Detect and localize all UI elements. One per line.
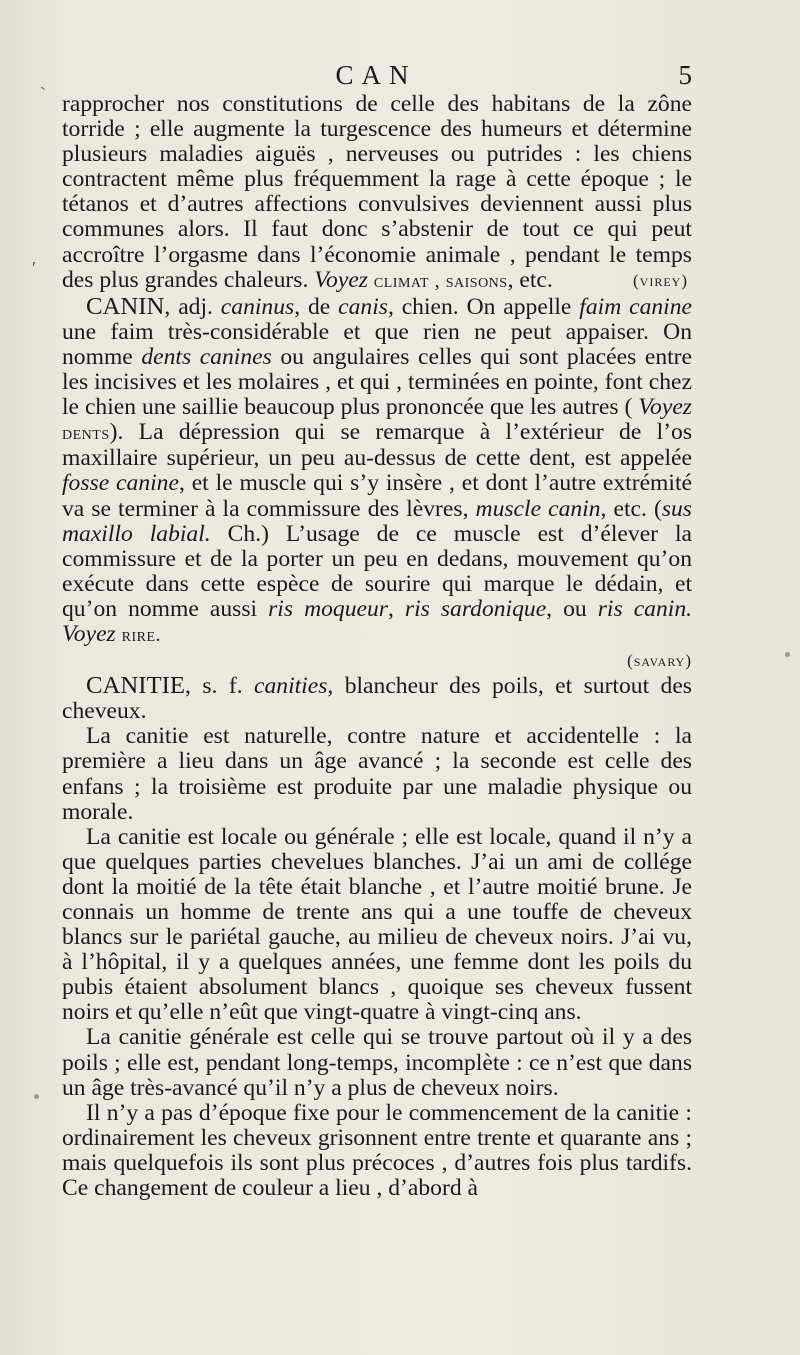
paragraph: La canitie est naturelle, contre nature et accidentelle : la première a lieu dans un âge avancé ; la seconde est celle des enfans ; la troisième est produite par une maladie physique ou morale. [62, 723, 692, 825]
paragraph: La canitie est locale ou générale ; elle est locale, quand il n’y a que quelques parties chevelues blanches. J’ai un ami de collége dont la moitié de la tête était blanche , et l’autre moitié brune. Je connais un homme de trente ans qui a une touffe de cheveux blancs sur le pariétal gauche, au milieu de cheveux noirs. J’ai vu, à l’hôpital, il y a quelques années, une femme dont les poils du pubis étaient absolument blancs , quoique ses cheveux fussent noirs et qu’elle n’eût que vingt-quatre à vingt-cinq ans. [62, 823, 692, 1026]
margin-mark: ˋ [40, 84, 46, 104]
paragraph: La canitie générale est celle qui se trouve partout où il y a des poils ; elle est, pendant long-temps, incomplète : ce n’est que dans un âge très-avancé qu’il n’y a plus de cheveux noirs. [62, 1024, 692, 1101]
entry-canin: CANIN, adj. caninus, de canis, chien. On appelle faim canine une faim très-considérable et que rien ne peut appaiser. On nomme dents canines ou angulaires celles qui sont placées entre les incisives et les molaires , et qui , terminées en pointe, font chez le chien une saillie beaucoup plus prononcée que les autres ( Voyez dents). La dépression qui se remarque à l’extérieur de l’os maxillaire supérieur, un peu au-dessus de cette dent, est appelée fosse canine, et le muscle qui s’y insère , et dont l’autre extrémité va se terminer à la commissure des lèvres, muscle canin, etc. (sus maxillo labial. Ch.) L’usage de ce muscle est d’élever la commissure et de la porter un peu en dedans, mouvement qu’on exécute dans cette espèce de sourire qui marque le dédain, et qu’on nomme aussi ris moqueur, ris sardonique, ou ris canin. Voyez rire. [62, 292, 693, 647]
page-header [60, 60, 692, 94]
entry-headword: CANITIE [86, 672, 186, 700]
author-signature: (virey) [633, 270, 688, 290]
entry-canitie: CANITIE, s. f. canities, blancheur des poils, et surtout des cheveux. [62, 672, 692, 725]
running-head: CAN [335, 60, 417, 90]
margin-mark: ′ [32, 258, 36, 278]
cross-reference-voyez: Voyez [314, 266, 368, 293]
page-number: 5 [678, 60, 692, 90]
paper-spot [34, 1094, 39, 1099]
paper-spot [785, 652, 790, 657]
entry-headword: CANIN [86, 292, 165, 320]
body-text [62, 92, 692, 1201]
paragraph: Il n’y a pas d’époque fixe pour le commencement de la canitie : ordinairement les cheveux grisonnent entre trente et quarante ans ; mais quelquefois ils sont plus précoces , d’autres fois plus tardifs. Ce changement de couleur a lieu , d’abord à [62, 1099, 692, 1202]
author-signature: (savary) [627, 651, 692, 671]
paragraph-continued: rapprocher nos constitutions de celle des habitans de la zône torride ; elle augmente la turgescence des humeurs et détermine plusieurs maladies aiguës , nerveuses ou putrides : les chiens contractent même plus fréquemment la rage à cette époque ; le tétanos et d’autres affections convulsives deviennent aussi plus communes alors. Il faut donc s’abstenir de tout ce qui peut accroître l’orgasme dans l’économie animale , pendant le temps des plus grandes chaleurs. Voyez climat , saisons, etc. (virey) [62, 91, 692, 293]
cross-reference: climat , saisons [373, 269, 508, 292]
